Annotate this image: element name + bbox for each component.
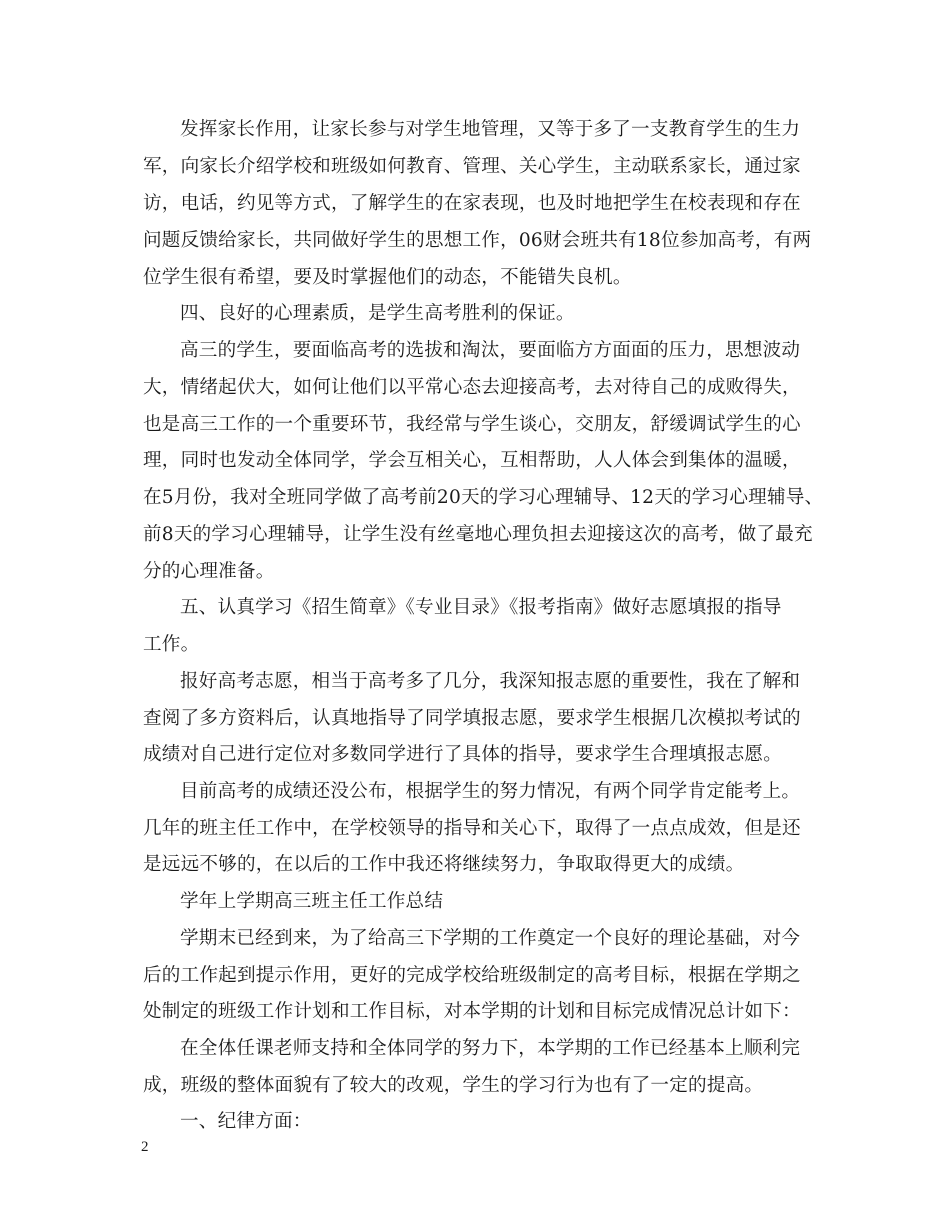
- text-line: 查阅了多方资料后，认真地指导了同学填报志愿，要求学生根据几次模拟考试的: [143, 708, 801, 729]
- text-line: 问题反馈给家长，共同做好学生的思想工作，06财会班共有18位参加高考，有两: [143, 230, 812, 251]
- document-subtitle: 学年上学期高三班主任工作总结: [180, 891, 444, 912]
- text-line: 在全体任课老师支持和全体同学的努力下，本学期的工作已经基本上顺利完: [180, 1038, 801, 1059]
- text-line: 军，向家长介绍学校和班级如何教育、管理、关心学生，主动联系家长，通过家: [143, 156, 801, 177]
- text-line: 大，情绪起伏大，如何让他们以平常心态去迎接高考，去对待自己的成败得失，: [143, 377, 801, 398]
- text-line: 几年的班主任工作中，在学校领导的指导和关心下，取得了一点点成效，但是还: [143, 818, 801, 839]
- text-line: 后的工作起到提示作用，更好的完成学校给班级制定的高考目标，根据在学期之: [143, 965, 801, 986]
- text-line: 理，同时也发动全体同学，学会互相关心，互相帮助，人人体会到集体的温暖，: [143, 450, 801, 471]
- text-line: 工作。: [143, 634, 200, 655]
- text-line: 高三的学生，要面临高考的选拔和淘汰，要面临方方面面的压力，思想波动: [180, 340, 801, 361]
- text-line: 发挥家长作用，让家长参与对学生地管理，又等于多了一支教育学生的生力: [180, 119, 801, 140]
- text-line: 是远远不够的，在以后的工作中我还将继续努力，争取取得更大的成绩。: [143, 854, 745, 875]
- section-heading: 五、认真学习《招生简章》《专业目录》《报考指南》做好志愿填报的指导: [180, 597, 782, 618]
- text-line: 成，班级的整体面貌有了较大的改观，学生的学习行为也有了一定的提高。: [143, 1075, 764, 1096]
- text-line: 访，电话，约见等方式，了解学生的在家表现，也及时地把学生在校表现和存在: [143, 193, 801, 214]
- text-line: 成绩对自己进行定位对多数同学进行了具体的指导，要求学生合理填报志愿。: [143, 744, 782, 765]
- text-line: 位学生很有希望，要及时掌握他们的动态，不能错失良机。: [143, 267, 632, 288]
- text-line: 处制定的班级工作计划和工作目标，对本学期的计划和目标完成情况总计如下：: [143, 1001, 801, 1022]
- text-line: 前8天的学习心理辅导，让学生没有丝毫地心理负担去迎接这次的高考，做了最充: [143, 524, 813, 545]
- text-line: 在5月份，我对全班同学做了高考前20天的学习心理辅导、12天的学习心理辅导、: [143, 487, 824, 508]
- text-line: 学期末已经到来，为了给高三下学期的工作奠定一个良好的理论基础，对今: [180, 928, 801, 949]
- section-heading: 四、良好的心理素质，是学生高考胜利的保证。: [180, 303, 575, 324]
- text-line: 目前高考的成绩还没公布，根据学生的努力情况，有两个同学肯定能考上。: [180, 781, 801, 802]
- text-line: 报好高考志愿，相当于高考多了几分，我深知报志愿的重要性，我在了解和: [180, 671, 801, 692]
- page-number: 2: [141, 1139, 149, 1155]
- text-line: 也是高三工作的一个重要环节，我经常与学生谈心，交朋友，舒缓调试学生的心: [143, 414, 801, 435]
- section-heading: 一、纪律方面：: [180, 1111, 312, 1132]
- text-line: 分的心理准备。: [143, 561, 275, 582]
